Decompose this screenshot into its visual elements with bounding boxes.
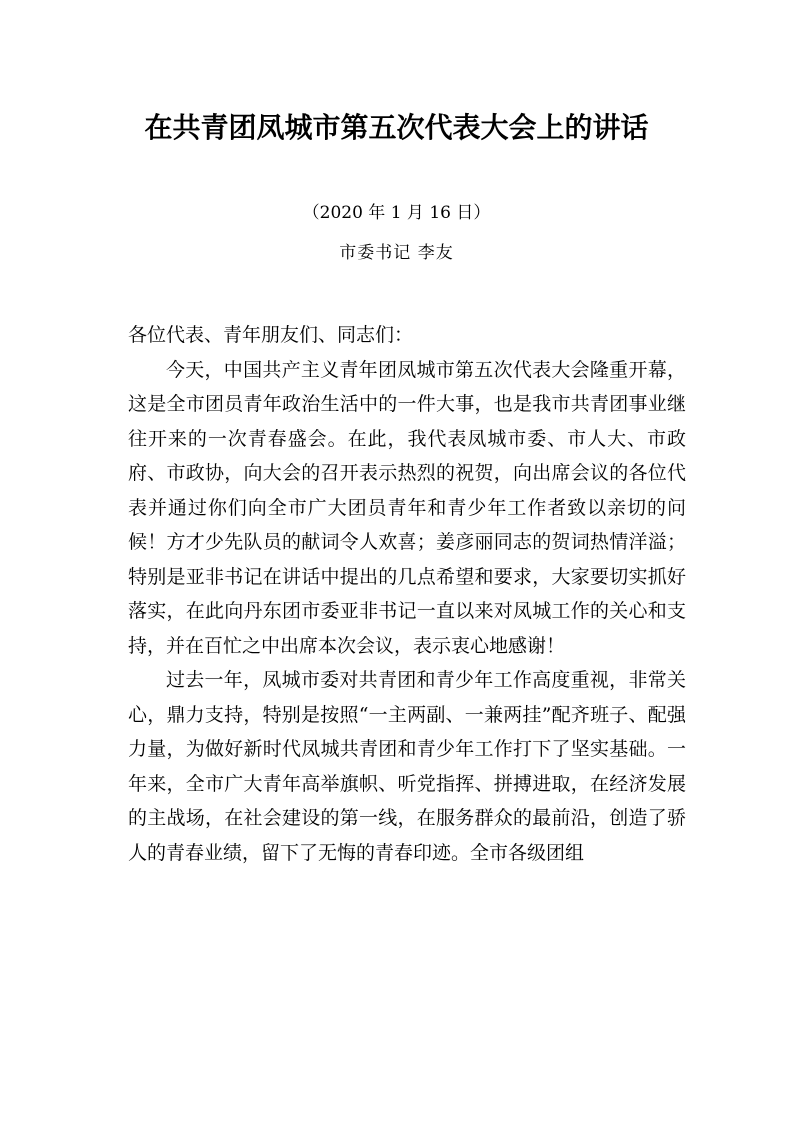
- body-paragraph-2: 过去一年，凤城市委对共青团和青少年工作高度重视，非常关心，鼎力支持，特别是按照“一主两副、一兼两挂”配齐班子、配强力量，为做好新时代凤城共青团和青少年工作打下了坚实基础。一年来，全市广大青年高举旗帜、听党指挥、拼搏进取，在经济发展的主战场，在社会建设的第一线，在服务群众的最前沿，创造了骄人的青春业绩，留下了无悔的青春印迹。全市各级团组: [128, 669, 686, 864]
- speech-date: （2020 年 1 月 16 日）: [302, 203, 491, 223]
- speaker-line: 市委书记 李友: [339, 243, 454, 263]
- document-body: [128, 318, 686, 870]
- salutation: 各位代表、青年朋友们、同志们：: [128, 324, 414, 346]
- body-paragraph-1: 今天，中国共产主义青年团凤城市第五次代表大会隆重开幕，这是全市团员青年政治生活中的一件大事，也是我市共青团事业继往开来的一次青春盛会。在此，我代表凤城市委、市人大、市政府、市政协，向大会的召开表示热烈的祝贺，向出席会议的各位代表并通过你们向全市广大团员青年和青少年工作者致以亲切的问候！方才少先队员的献词令人欢喜；姜彦丽同志的贺词热情洋溢；特别是亚非书记在讲话中提出的几点希望和要求，大家要切实抓好落实，在此向丹东团市委亚非书记一直以来对凤城工作的关心和支持，并在百忙之中出席本次会议，表示衷心地感谢！: [128, 358, 686, 657]
- document-title: 在共青团凤城市第五次代表大会上的讲话: [144, 111, 649, 144]
